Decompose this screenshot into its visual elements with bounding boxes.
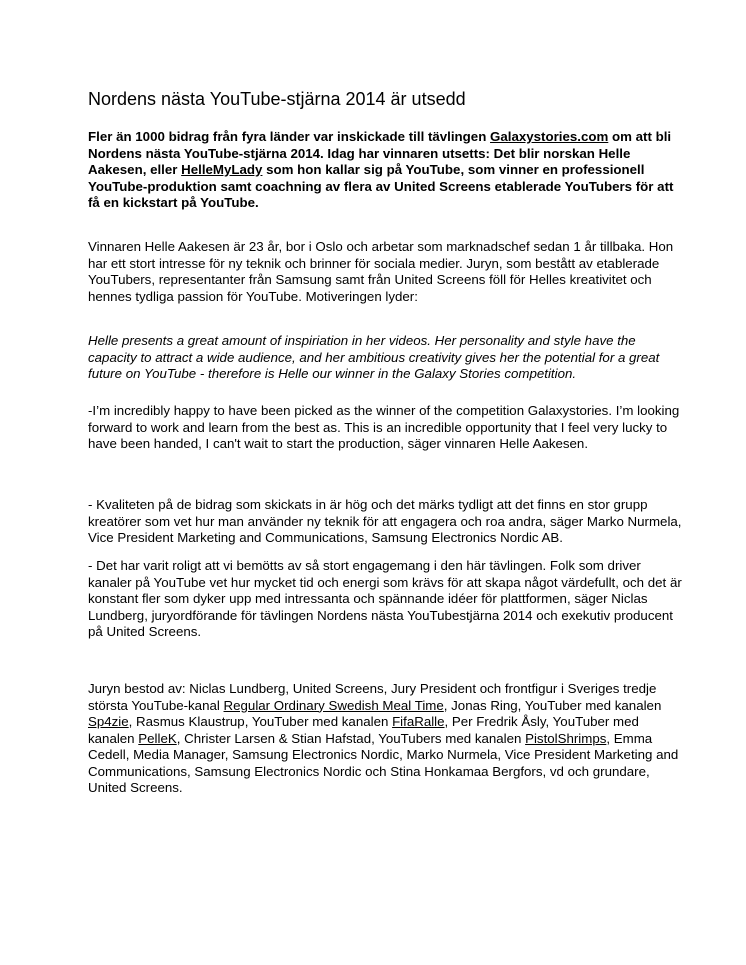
lead-text-2: om att bli Nordens nästa YouTube-stjärna 2014. Idag har vinnaren utsetts: Det blir norskan Helle Aakesen, eller [88,129,672,177]
regular-ordinary-swedish-meal-time-link[interactable]: Regular Ordinary Swedish Meal Time [223,697,444,713]
lead-paragraph [88,129,688,212]
jury-paragraph [88,681,688,797]
hellemylady-link[interactable]: HelleMyLady [181,162,263,177]
jury-text-6: , Emma Cedell, Media Manager, Samsung Electronics Nordic, Marko Nurmela, Vice President Marketing and Communications, Samsung Electronics Nordic och Stina Honkamaa Bergfors, vd och grundare, United Screens. [88,730,679,795]
motivation-quote: Helle presents a great amount of inspiriation in her videos. Her personality and style have the capacity to attract a wide audience, and her ambitious creativity gives her the potential for a great future on YouTube - therefore is Helle our winner in the Galaxy Stories competition. [88,333,660,381]
samsung-quote-paragraph: - Kvaliteten på de bidrag som skickats in är hög och det märks tydligt att det finns en stor grupp kreatörer som vet hur man använder ny teknik för att engagera och roa andra, säger Marko Nurmela, Vice President Marketing and Communications, Samsung Electronics Nordic AB. [88,497,682,545]
fifaralle-link[interactable]: FifaRalle [392,714,445,729]
jury-text-2: , Jonas Ring, YouTuber med kanalen [443,697,662,713]
sp4zie-link[interactable]: Sp4zie [88,714,129,729]
lead-text-3: som hon kallar sig på YouTube, som vinner en professionell YouTube-produktion samt coachning av flera av United Screens etablerade YouTubers för att få en kickstart på YouTube. [88,162,674,210]
winner-quote-paragraph: -I’m incredibly happy to have been picked as the winner of the competition Galaxystories. I’m looking forward to work and learn from the best as. This is an incredible opportunity that I feel very lucky to have been handed, I can't wait to start the production, säger vinnaren Helle Aakesen. [88,403,680,451]
pistolshrimps-link[interactable]: PistolShrimps [525,730,607,746]
galaxystories-link[interactable]: Galaxystories.com [490,129,609,144]
page-title: Nordens nästa YouTube-stjärna 2014 är utsedd [88,89,466,109]
pellek-link[interactable]: PelleK [138,730,177,746]
jury-text-4: , Per Fredrik Åsly, YouTuber med kanalen [88,714,639,746]
jury-text-3: , Rasmus Klaustrup, YouTuber med kanalen [128,714,393,729]
lead-text-1: Fler än 1000 bidrag från fyra länder var inskickade till tävlingen [88,129,491,144]
jury-text-5: , Christer Larsen & Stian Hafstad, YouTubers med kanalen [176,730,526,746]
jury-chair-quote-paragraph: - Det har varit roligt att vi bemötts av så stort engagemang i den här tävlingen. Folk som driver kanaler på YouTube vet hur mycket tid och energi som krävs för att skapa något värdefullt, och det är konstant fler som dyker upp med intressanta och spännande idéer för plattformen, säger Niclas Lundberg, juryordförande för tävlingen Nordens nästa YouTubestjärna 2014 och exekutiv producent på United Screens. [88,558,682,639]
winner-paragraph: Vinnaren Helle Aakesen är 23 år, bor i Oslo och arbetar som marknadschef sedan 1 år tillbaka. Hon har ett stort intresse för ny teknik och brinner för sociala medier. Juryn, som bestått av etablerade YouTubers, representanter från Samsung samt från United Screens föll för Helles kreativitet och hennes tydliga passion för YouTube. Motiveringen lyder: [88,239,674,304]
jury-text-1: Juryn bestod av: Niclas Lundberg, United Screens, Jury President och frontfigur i Sveriges tredje största YouTube-kanal [88,681,657,713]
